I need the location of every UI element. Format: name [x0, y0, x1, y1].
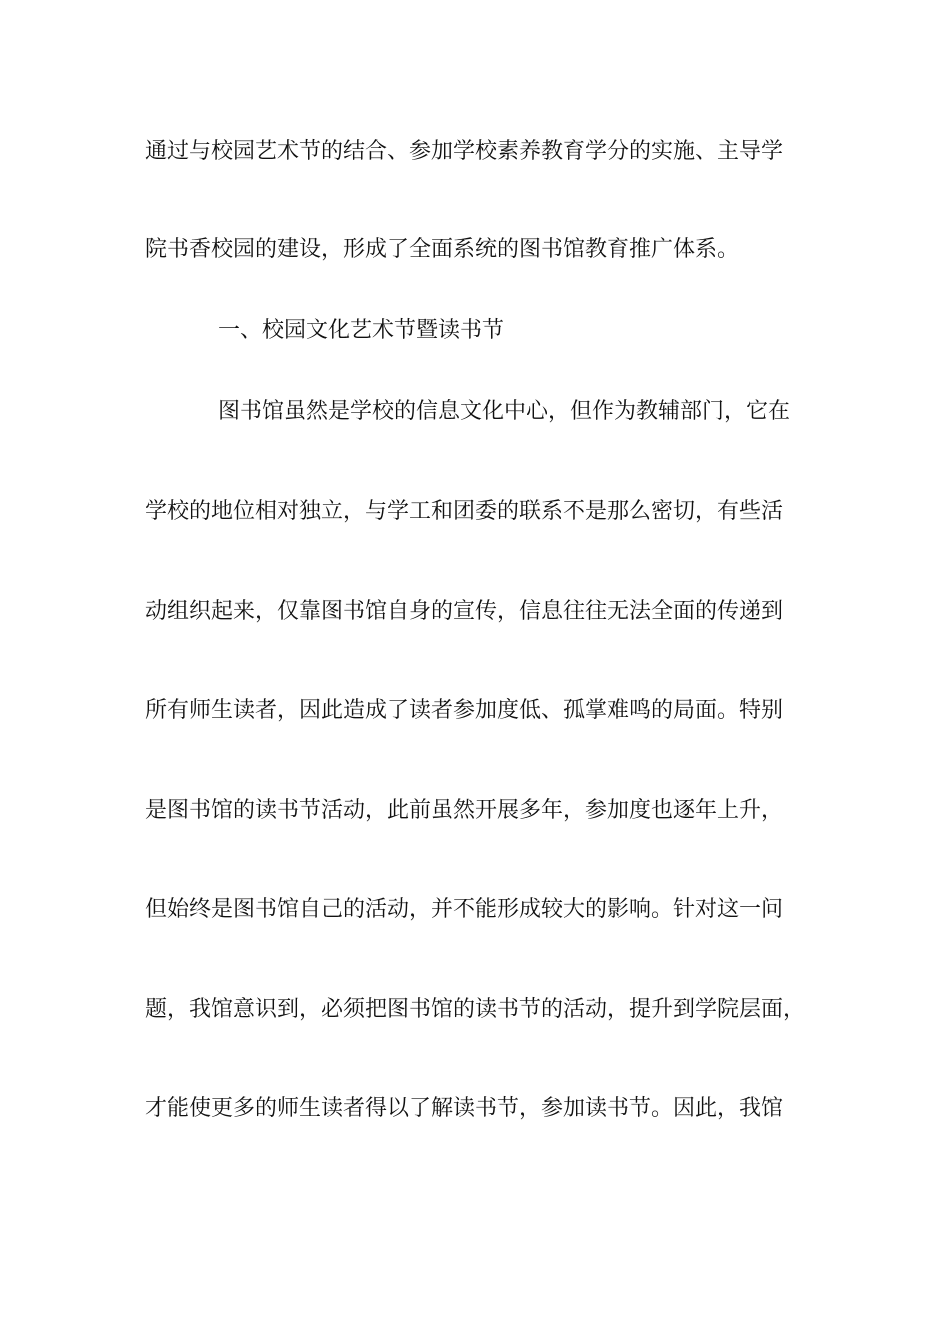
section-heading: 一、校园文化艺术节暨读书节: [218, 318, 505, 343]
paragraph-line-3: 图书馆虽然是学校的信息文化中心，但作为教辅部门，它在: [218, 399, 791, 424]
paragraph-line-1: 通过与校园艺术节的结合、参加学校素养教育学分的实施、主导学: [145, 139, 784, 164]
paragraph-line-2: 院书香校园的建设，形成了全面系统的图书馆教育推广体系。: [145, 237, 740, 262]
paragraph-line-8: 但始终是图书馆自己的活动，并不能形成较大的影响。针对这一问: [145, 897, 784, 922]
paragraph-line-4: 学校的地位相对独立，与学工和团委的联系不是那么密切，有些活: [145, 499, 784, 524]
paragraph-line-6: 所有师生读者，因此造成了读者参加度低、孤掌难鸣的局面。特别: [145, 698, 784, 723]
paragraph-line-5: 动组织起来，仅靠图书馆自身的宣传，信息往往无法全面的传递到: [145, 599, 784, 624]
paragraph-line-10: 才能使更多的师生读者得以了解读书节，参加读书节。因此，我馆: [145, 1096, 784, 1121]
paragraph-line-7: 是图书馆的读书节活动，此前虽然开展多年，参加度也逐年上升，: [145, 798, 784, 823]
paragraph-line-9: 题，我馆意识到，必须把图书馆的读书节的活动，提升到学院层面，: [145, 997, 806, 1022]
